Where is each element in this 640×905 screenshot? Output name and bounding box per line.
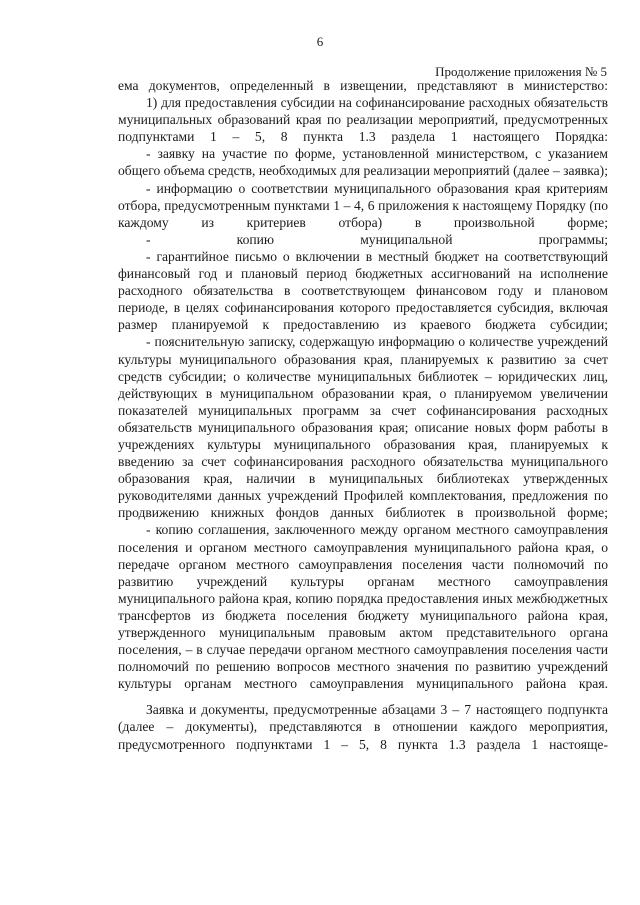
page-number: 6 xyxy=(316,34,324,49)
paragraph: - информацию о соответствии муниципального образования края критериям отбора, предусмотренным пунктами 1 – 4, 6 приложения к настоящему Порядку (по каждому из критериев отбора) в произвольной форме; xyxy=(118,180,608,230)
paragraph: - заявку на участие по форме, установленной министерством, с указанием общего объема средств, необходимых для реализации мероприятий (далее – заявка); xyxy=(118,146,608,179)
appendix-continuation-label: Продолжение приложения № 5 xyxy=(435,64,607,79)
paragraph: - гарантийное письмо о включении в местный бюджет на соответствующий финансовый год и плановый период бюджетных ассигнований на исполнение расходного обязательства в соответствующем финансовом году и плановом периоде, в целях софинансирования которого предоставляется субсидия, включая размер планируемой к предоставлению из краевого бюджета субсидии; xyxy=(118,248,608,333)
paragraph: ема документов, определенный в извещении, представляют в министерство: xyxy=(118,78,608,93)
paragraph: Заявка и документы, предусмотренные абзацами 3 – 7 настоящего подпункта (далее – документы), представляются в отношении каждого мероприятия, предусмотренного подпунктами 1 – 5, 8 пункта 1.3 раздела 1 настояще- xyxy=(118,702,608,752)
paragraph: - копию соглашения, заключенного между органом местного самоуправления поселения и органом местного самоуправления муниципального района края, о передаче органом местного самоуправления поселения части полномочий по развитию учреждений культуры органам местного самоуправления муниципального района края, копию порядка предоставления иных межбюджетных трансфертов из бюджета поселения бюджету муниципального района края, утвержденного муниципальным правовым актом представительного органа поселения, – в случае передачи органом местного самоуправления поселения части полномочий по решению вопросов местного значения по развитию учреждений культуры органам местного самоуправления муниципального района края. xyxy=(118,522,608,692)
document-body xyxy=(118,77,608,753)
paragraph: - пояснительную записку, содержащую информацию о количестве учреждений культуры муниципального образования края, планируемых к развитию за счет средств субсидии; о количестве муниципальных библиотек – юридических лиц, действующих в муниципальном образовании края, о планируемом увеличении показателей муниципальных программ за счет софинансирования расходных обязательств муниципального образования края; описание новых форм работы в учреждениях культуры муниципального образования края, планируемых к введению за счет софинансирования расходного обязательства муниципального образования края, наличии в муниципальных библиотеках утвержденных руководителями данных учреждений Профилей комплектования, предложения по продвижению книжных фондов данных библиотек в произвольной форме; xyxy=(118,334,608,521)
paragraph: 1) для предоставления субсидии на софинансирование расходных обязательств муниципальных образований края по реализации мероприятий, предусмотренных подпунктами 1 – 5, 8 пункта 1.3 раздела 1 настоящего Порядка: xyxy=(118,95,608,145)
paragraph: - копию муниципальной программы; xyxy=(146,231,608,247)
